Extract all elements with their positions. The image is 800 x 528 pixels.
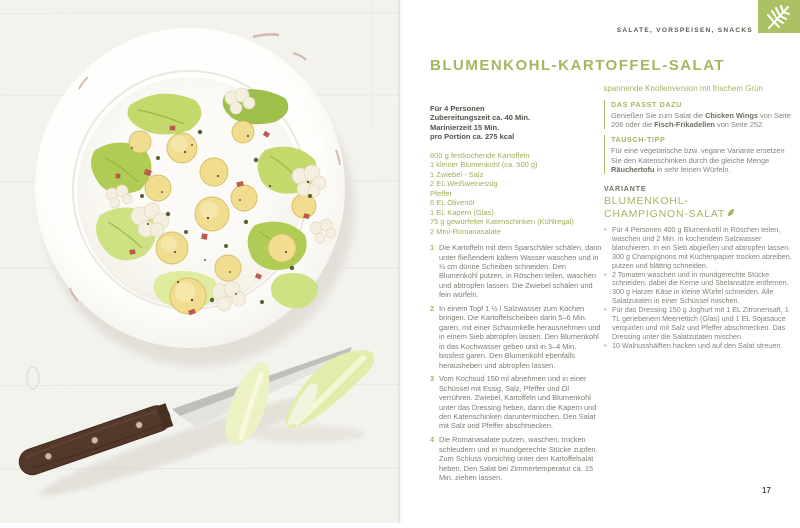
- pairing-text-part: Genießen Sie zum Salat die: [611, 111, 706, 120]
- pairing-text-part: von Seite 206 oder die: [611, 111, 791, 130]
- step-number: 3: [430, 374, 435, 384]
- bullet-text: Für 4 Personen 400 g Blumenkohl in Röschen teilen, waschen und 2 Min. in kochendem Salzwasser blanchieren. In ein Sieb abgießen und abtropfen lassen. 300 g Champignons mit Küchenpapier trocken abreiben, putzen und blättrig schneiden.: [612, 225, 792, 270]
- prep-time: Zubereitungszeit ca. 40 Min.: [430, 113, 531, 123]
- variant-bullets: [604, 226, 796, 351]
- leaf-icon: [727, 208, 735, 221]
- step-number: 1: [430, 243, 435, 253]
- bullet-text: 2 Tomaten waschen und in mundgerechte Stücke schneiden, dabei die Kerne und Stielansätze entfernen. 300 g Harzer Käse in kleine Würfel schneiden. Alle Salatzutaten in einer Schüssel mischen.: [612, 269, 789, 306]
- bullet-item: [604, 306, 796, 342]
- bullet-dot: [604, 271, 612, 307]
- page-number: 17: [762, 486, 771, 495]
- recipe-main-column: [430, 104, 602, 487]
- bullet-dot: [604, 306, 612, 342]
- fern-leaf-icon: [758, 0, 800, 33]
- pairing-text-part: von Seite 252.: [714, 120, 765, 130]
- bullet-dot: [604, 226, 612, 271]
- swap-tip-text: [611, 146, 796, 174]
- ingredient-item: Pfeffer: [430, 188, 452, 198]
- pairing-link-fisch-frikadellen: Fisch-Frikadellen: [654, 120, 715, 130]
- bullet-item: [604, 226, 796, 271]
- bullet-dot: [604, 342, 612, 351]
- swap-tip-text-part: in sehr feinen Würfeln.: [654, 164, 731, 174]
- pairing-text: [611, 111, 796, 129]
- recipe-subtitle: spannende Knollenversion mit frischem Grün: [603, 84, 763, 93]
- ingredients-list: [430, 151, 602, 237]
- step-number: 2: [430, 304, 435, 314]
- swap-tip-highlight: Räuchertofu: [611, 164, 655, 174]
- ingredient-item: 2 Mini-Romanasalate: [430, 226, 501, 236]
- recipe-title: BLUMENKOHL-KARTOFFEL-SALAT: [430, 57, 726, 74]
- step-item: [430, 243, 602, 299]
- ingredient-item: 600 g festkochende Kartoffeln: [430, 150, 530, 160]
- step-item: [430, 374, 602, 430]
- step-number: 4: [430, 435, 435, 445]
- preparation-steps: [430, 243, 602, 482]
- swap-tip-box: [604, 135, 796, 174]
- pairing-box: [604, 100, 796, 129]
- ingredient-item: 6 EL Olivenöl: [430, 198, 475, 208]
- servings: Für 4 Personen: [430, 104, 485, 113]
- bullet-item: [604, 271, 796, 307]
- variant-title: [604, 196, 796, 220]
- ingredient-item: 2 EL Weißweinessig: [430, 179, 498, 189]
- step-text: Die Romanasalate putzen, waschen, trocken schleudern und in mundgerechte Stücke zupfen. Zum Schluss vorsichtig unter den Kartoffelsalat heben. Den Salat bei Zimmertemperatur ca. 15 Min. ziehen lassen.: [439, 435, 598, 482]
- variant-title-line1: BLUMENKOHL-: [604, 195, 689, 208]
- ingredient-item: 1 Zwiebel - Salz: [430, 169, 484, 179]
- swap-tip-text-part: Für eine vegetarische bzw. vegane Variante ersetzen Sie den Katenschinken durch die gleiche Menge: [611, 146, 785, 165]
- pairing-header: DAS PASST DAZU: [611, 100, 682, 109]
- salad-photo-illustration: [0, 0, 400, 523]
- step-item: [430, 304, 602, 370]
- section-label: SALATE, VORSPEISEN, SNACKS: [616, 27, 753, 34]
- pairing-link-chicken-wings: Chicken Wings: [705, 111, 758, 120]
- step-text: In einem Topf 1 ½ l Salzwasser zum Kochen bringen. Die Kartoffelscheiben darin 5–6 Min. garen, mit einer Schaumkelle herausnehmen und in einem Sieb abtropfen lassen. Den Blumenkohl in das Kochwasser geben und in 3–4 Min. bissfest garen. Den Blumenkohl ebenfalls herausheben und abtropfen lassen.: [439, 304, 601, 370]
- recipe-side-column: [604, 100, 796, 351]
- marinate-time: Marinierzeit 15 Min.: [430, 122, 500, 132]
- variant-title-line2: [604, 208, 796, 221]
- step-item: [430, 435, 602, 482]
- variant-label: VARIANTE: [604, 186, 647, 194]
- section-badge: [758, 0, 800, 33]
- serving-info: [430, 104, 602, 142]
- bullet-text: Für das Dressing 150 g Joghurt mit 1 EL Zitronensaft, 1 TL geriebenem Meerrettich (Glas) und 1 EL Sojasauce verquirlen und mit Salz und Pfeffer abschmecken. Das Dressing unter die Salatzutaten mischen.: [612, 305, 789, 341]
- ingredient-item: 1 EL Kapern (Glas): [430, 207, 494, 217]
- bullet-item: [604, 342, 796, 351]
- bullet-text: 10 Walnusshälften hacken und auf den Salat streuen.: [612, 340, 783, 350]
- swap-tip-header: TAUSCH-TIPP: [611, 135, 666, 145]
- food-photo: [0, 0, 400, 523]
- ingredient-item: 1 kleiner Blumenkohl (ca. 500 g): [430, 160, 538, 170]
- variant-title-text: CHAMPIGNON-SALAT: [604, 207, 726, 220]
- ingredient-item: 75 g gewürfelter Katenschinken (Kühlregal): [430, 217, 574, 227]
- calories: pro Portion ca. 275 kcal: [430, 132, 515, 142]
- step-text: Vom Kochsud 150 ml abnehmen und in einer Schüssel mit Essig, Salz, Pfeffer und Öl verrühren. Zwiebel, Kartoffeln und Blumenkohl unter das Dressing heben, dann die Kapern und den Katenschinken daruntermischen. Den Salat mit Salz und Pfeffer abschmecken.: [439, 374, 597, 431]
- step-text: Die Kartoffeln mit dem Sparschäler schälen, dann unter fließendem kaltem Wasser waschen und in ½ cm dünne Scheiben schneiden. Den Blumenkohl putzen, in Röschen teilen, waschen und abtropfen lassen. Die Zwiebel schälen und fein würfeln.: [439, 243, 602, 300]
